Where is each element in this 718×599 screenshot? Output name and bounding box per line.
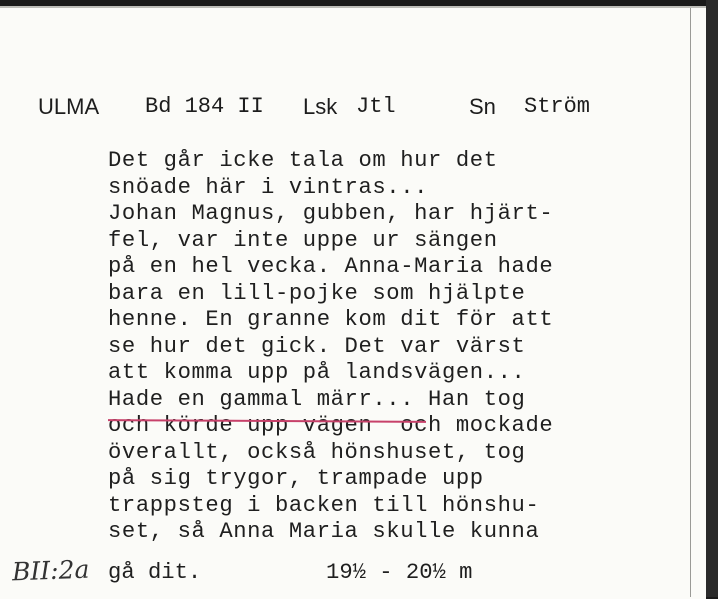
text-line: Hade en gammal märr... Han tog [108,386,526,412]
measure-note: 19½ - 20½ m [326,560,473,585]
text-line: se hur det gick. Det var värst [108,333,526,359]
card-header [38,94,678,128]
text-line: snöade här i vintras... [108,174,429,200]
margin-annotation: BII:2a [11,554,90,587]
region-label: Lsk [303,94,338,119]
transcription-text [108,148,668,546]
volume-reference: Bd 184 II [145,94,264,119]
text-line: på en hel vecka. Anna-Maria hade [108,254,554,279]
text-line: överallt, också hönshuset, tog [108,439,526,465]
parish-label: Sn [469,94,496,119]
text-line: Det går icke tala om hur det [108,148,498,173]
final-text: gå dit. [108,560,202,585]
card-edge-line [690,8,691,597]
text-line: henne. En granne kom dit för att [108,307,554,332]
text-line: fel, var inte uppe ur sängen [108,227,498,253]
text-line: att komma upp på landsvägen... [108,360,526,385]
text-line: Johan Magnus, gubben, har hjärt- [108,201,554,226]
scan-border [706,0,718,597]
parish-value: Ström [524,94,591,119]
text-line: bara en lill-pojke som hjälpte [108,280,526,306]
text-line: trappsteg i backen till hönshu- [108,492,540,518]
text-line: och körde upp vägen och mockade [108,413,554,438]
text-line: på sig trygor, trampade upp [108,466,484,491]
text-line: set, så Anna Maria skulle kunna [108,519,540,544]
region-value: Jtl [356,94,396,119]
collection-code: ULMA [38,94,100,119]
